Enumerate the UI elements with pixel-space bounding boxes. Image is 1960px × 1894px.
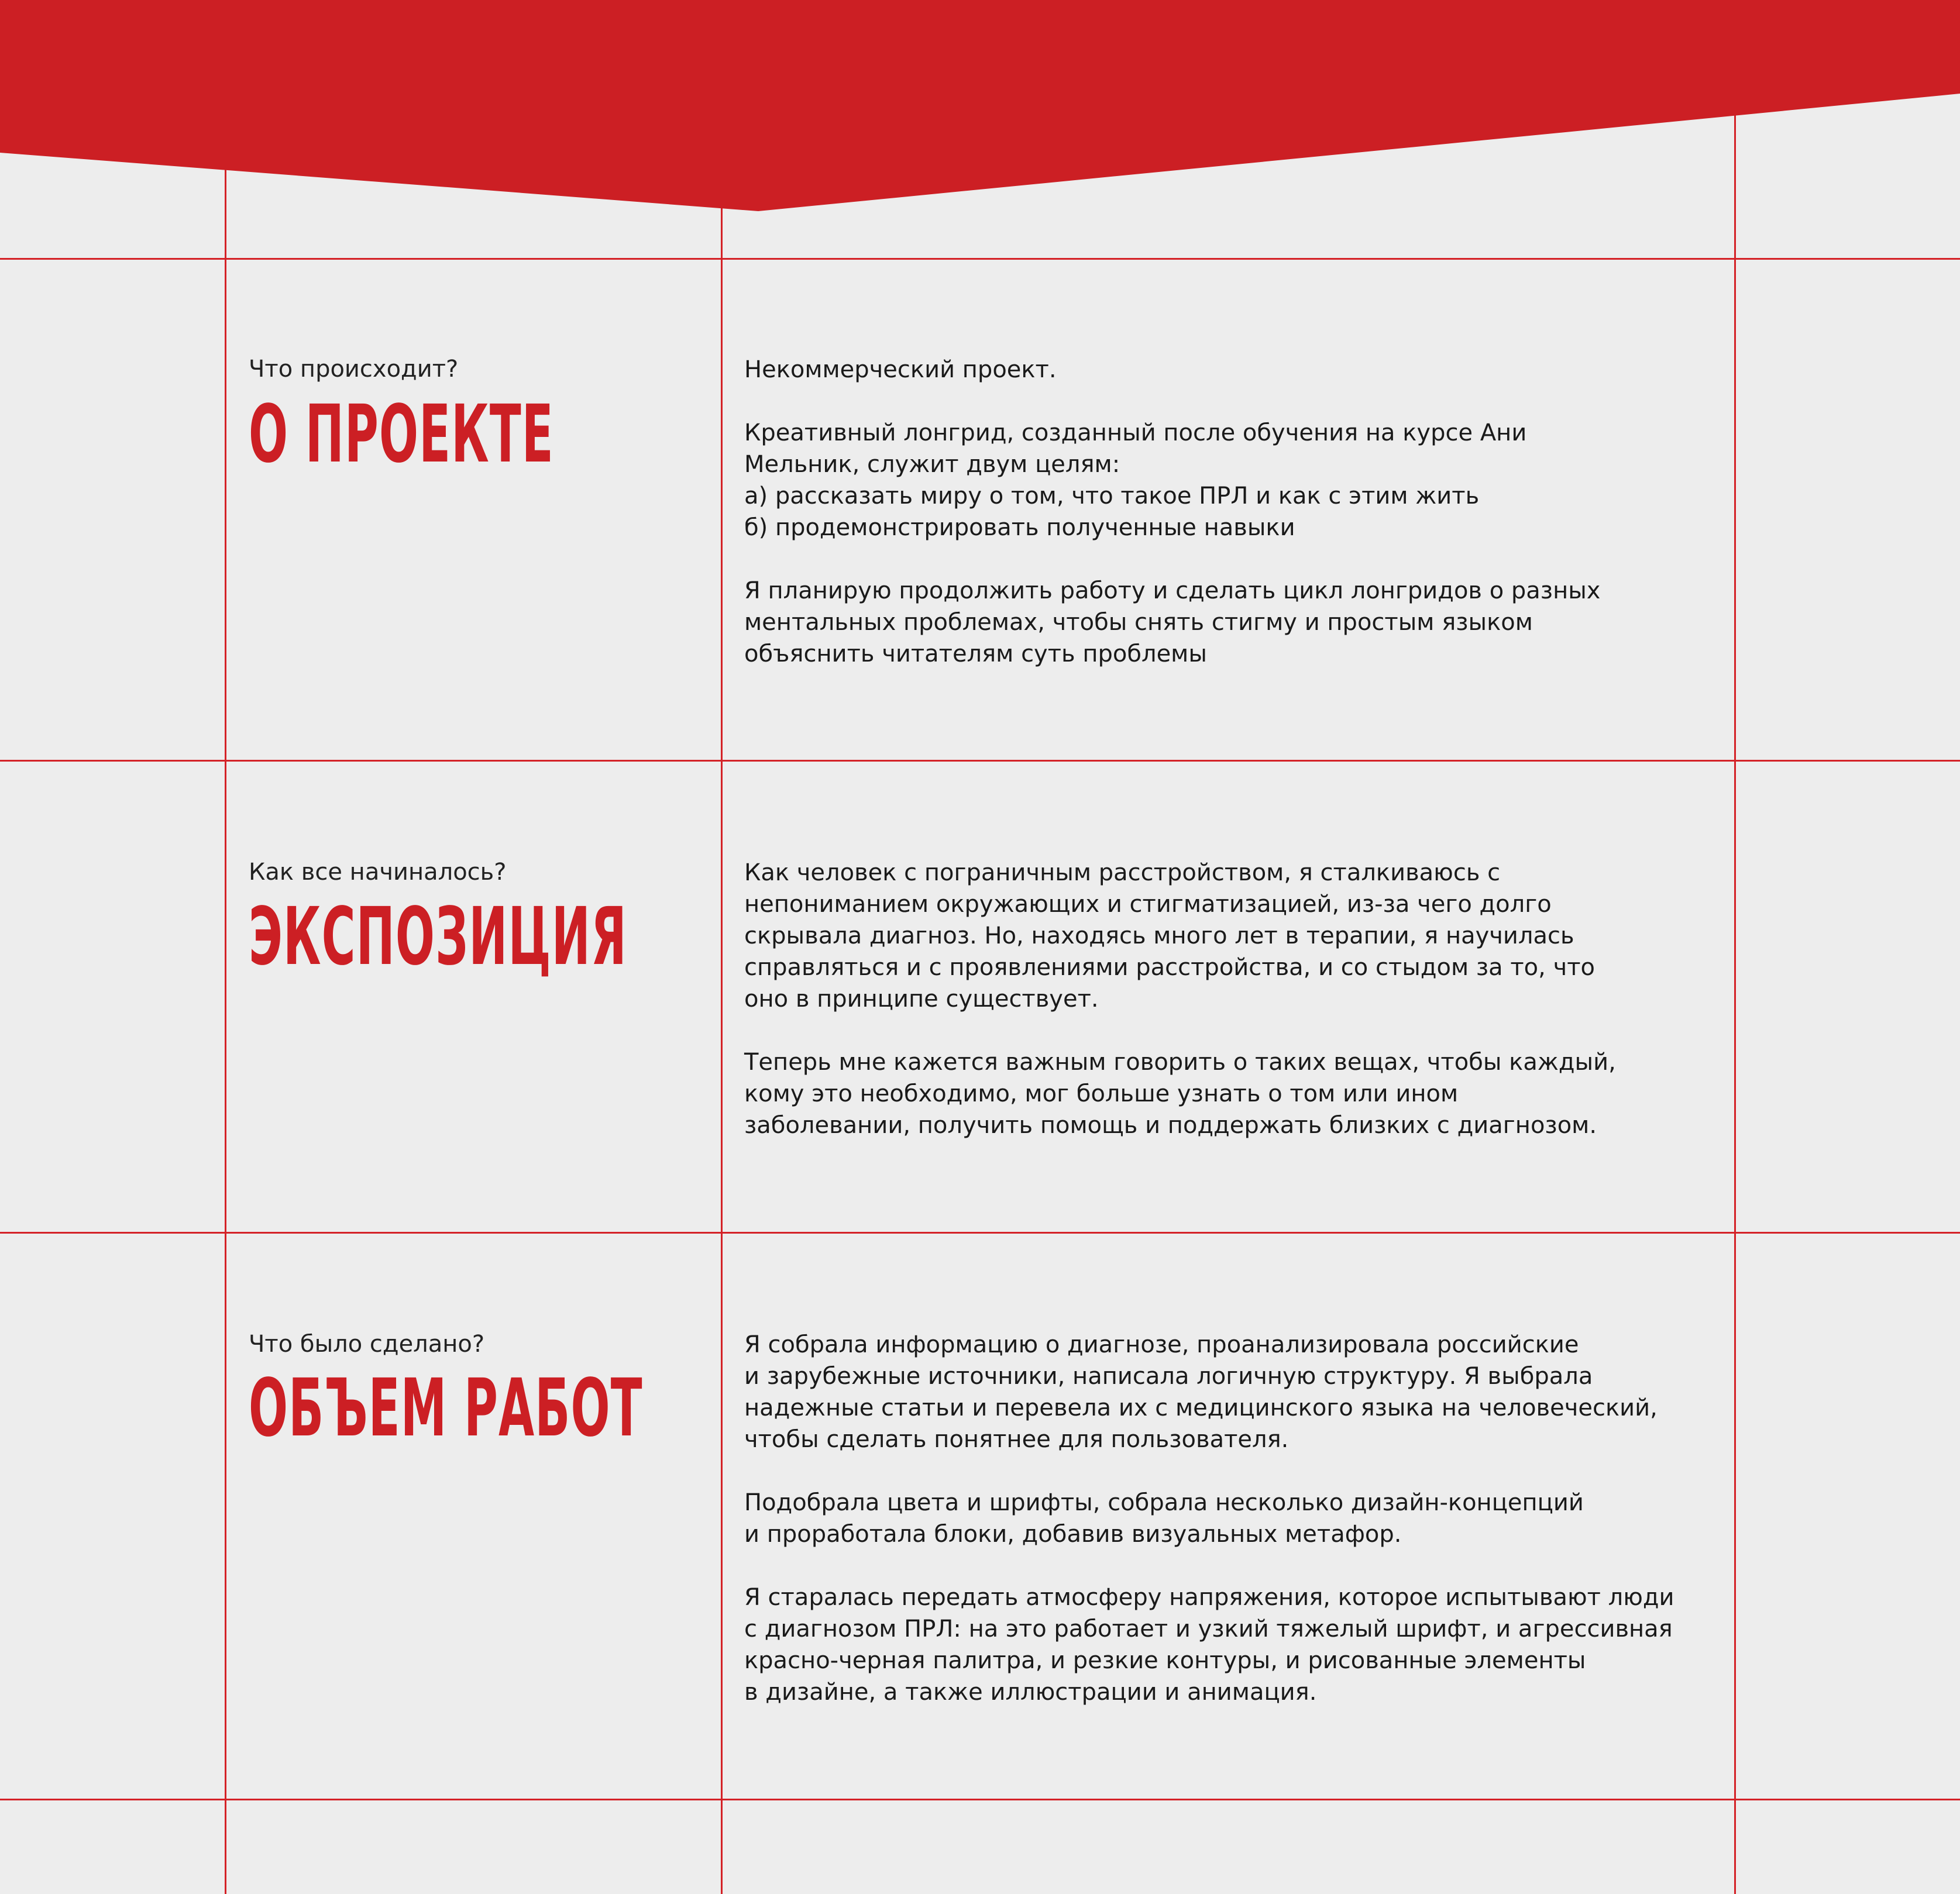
paragraph: Я собрала информацию о диагнозе, проанализировала российские и зарубежные источники, написала логичную структуру. Я выбрала надежные статьи и перевела их с медицинского языка на человеческий, чтобы сделать понятнее для пользователя. bbox=[744, 1331, 1658, 1453]
paragraph: Креативный лонгрид, созданный после обучения на курсе Ани Мельник, служит двум целям: а) рассказать миру о том, что такое ПРЛ и как с этим жить б) продемонстрировать полученные навыки bbox=[744, 419, 1527, 541]
section-kicker: Что происходит? bbox=[249, 356, 459, 383]
paragraph: Теперь мне кажется важным говорить о таких вещах, чтобы каждый, кому это необходимо, мог больше узнать о том или ином заболевании, получить помощь и поддержать близких с диагнозом. bbox=[744, 1049, 1616, 1139]
top-banner-shape bbox=[0, 0, 1960, 216]
paragraph: Некоммерческий проект. bbox=[744, 356, 1057, 383]
grid-line-horizontal bbox=[0, 258, 1960, 260]
grid-line-vertical bbox=[1734, 0, 1736, 1894]
section-title: ЭКСПОЗИЦИЯ bbox=[249, 891, 627, 983]
grid-line-vertical bbox=[225, 0, 226, 1894]
section-kicker: Как все начиналось? bbox=[249, 859, 507, 886]
section-body bbox=[744, 857, 1715, 1141]
paragraph: Я планирую продолжить работу и сделать цикл лонгридов о разных ментальных проблемах, чтобы снять стигму и простым языком объяснить читателям суть проблемы bbox=[744, 577, 1601, 667]
section-body bbox=[744, 1329, 1715, 1708]
section-body bbox=[744, 354, 1715, 670]
section-kicker: Что было сделано? bbox=[249, 1331, 485, 1358]
grid-line-horizontal bbox=[0, 1799, 1960, 1800]
grid-line-horizontal bbox=[0, 1232, 1960, 1234]
paragraph: Я старалась передать атмосферу напряжения, которое испытывают люди с диагнозом ПРЛ: на это работает и узкий тяжелый шрифт, и агрессивная красно-черная палитра, и резкие контуры, и рисованные элементы в дизайне, а также иллюстрации и анимация. bbox=[744, 1584, 1674, 1706]
section-title: О ПРОЕКТЕ bbox=[249, 388, 554, 481]
grid-line-horizontal bbox=[0, 760, 1960, 762]
grid-line-vertical bbox=[721, 0, 723, 1894]
section-title: ОБЪЕМ РАБОТ bbox=[249, 1362, 643, 1455]
paragraph: Подобрала цвета и шрифты, собрала несколько дизайн-концепций и проработала блоки, добавив визуальных метафор. bbox=[744, 1489, 1584, 1548]
paragraph: Как человек с пограничным расстройством, я сталкиваюсь с непониманием окружающих и стигматизацией, из-за чего долго скрывала диагноз. Но, находясь много лет в терапии, я научилась справляться и с проявлениями расстройства, и со стыдом за то, что оно в принципе существует. bbox=[744, 859, 1595, 1013]
